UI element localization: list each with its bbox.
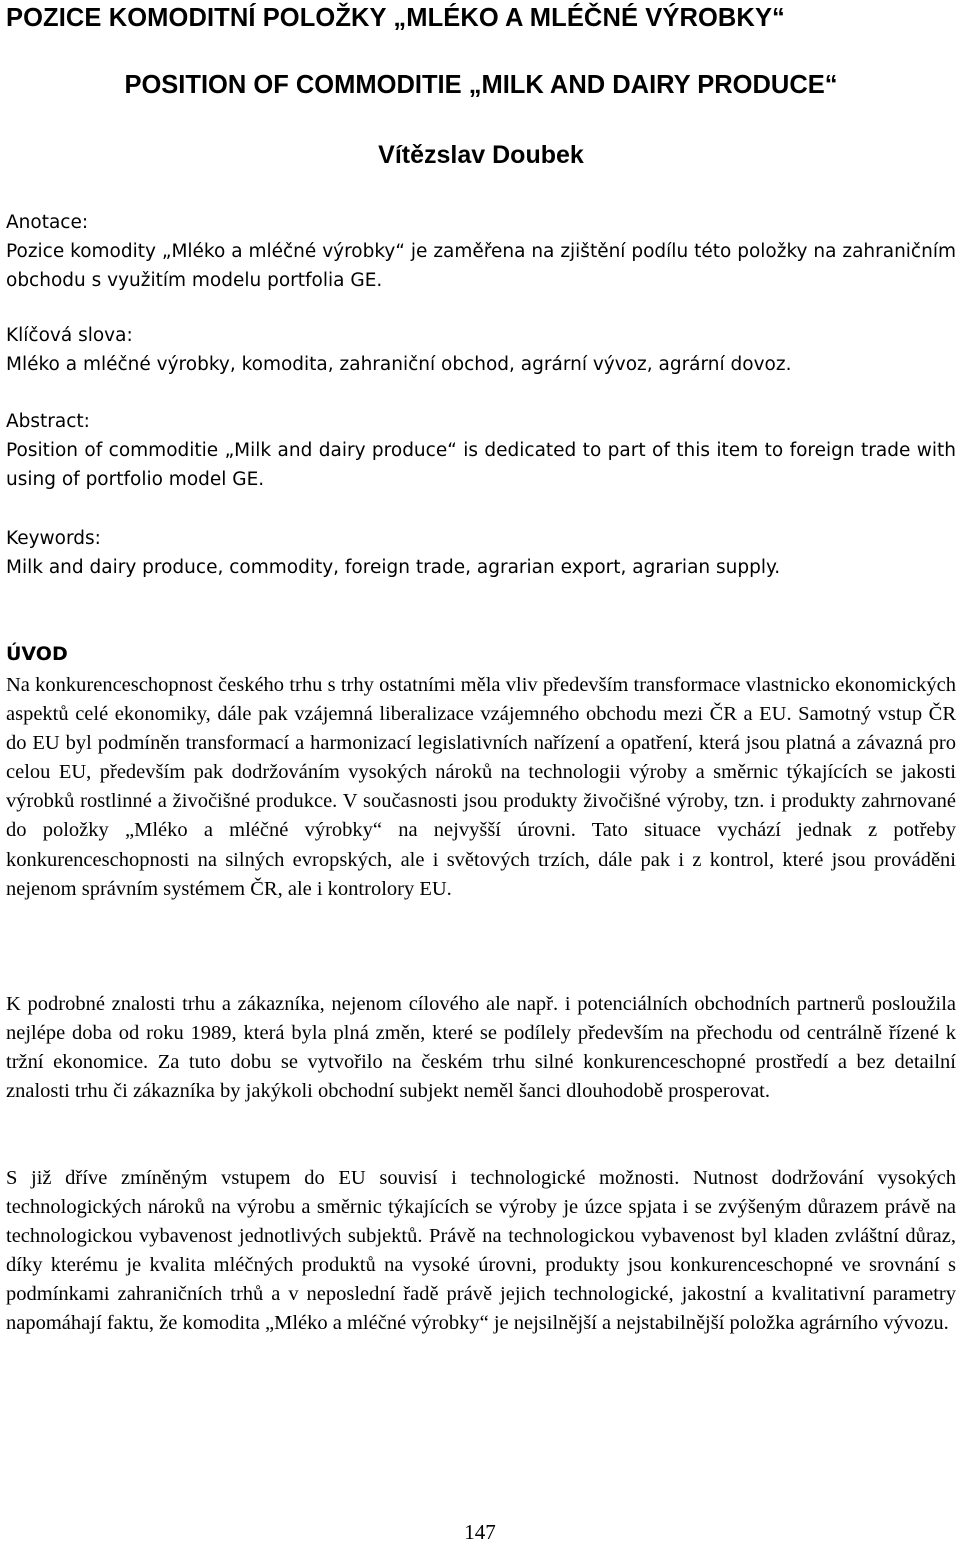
annotation-label: Anotace:: [6, 212, 89, 233]
introduction-heading: ÚVOD: [6, 643, 68, 665]
keywords-en-section: [6, 524, 956, 582]
introduction-paragraph-3: S již dříve zmíněným vstupem do EU souvisí i technologické možnosti. Nutnost dodržování vysokých technologických nároků na výrobu a směrnic týkajících se výroby je úzce spjata i se zvýšeným důrazem právě na technologickou vybavenost jednotlivých subjektů. Právě na technologickou vybavenost byl kladen zvláštní důraz, díky kterému je kvalita mléčných produktů na vysoké úrovni, produkty jsou konkurenceschopné ve srovnání s podmínkami zahraničních trhů a v neposlední řadě právě jejich technologické, jakostní a kvalitativní parametry napomáhají faktu, že komodita „Mléko a mléčné výrobky“ je nejsilnější a nejstabilnější položka agrárního vývozu.: [6, 1167, 956, 1335]
abstract-text: Position of commoditie „Milk and dairy produce“ is dedicated to part of this item to foreign trade with using of portfolio model GE.: [6, 440, 956, 490]
introduction-paragraph-1: Na konkurenceschopnost českého trhu s trhy ostatními měla vliv především transformace vlastnicko ekonomických aspektů celé ekonomiky, dále pak vzájemná liberalizace vzájemného obchodu mezi ČR a EU. Samotný vstup ČR do EU byl podmíněn transformací a harmonizací legislativních nařízení a opatření, která jsou platná a závazná pro celou EU, především pak dodržováním vysokých nároků na technologii výroby a směrnic týkajících se jakosti výrobků rostlinné a živočišné produkce. V současnosti jsou produkty živočišné výroby, tzn. i produkty zahrnované do položky „Mléko a mléčné výrobky“ na nejvyšší úrovni. Tato situace vychází jednak z potřeby konkurenceschopnosti na silných evropských, ale i světových trzích, dále pak i z kontrol, které jsou prováděni nejenom správním systémem ČR, ale i kontrolory EU.: [6, 674, 956, 900]
keywords-cz-label: Klíčová slova:: [6, 325, 133, 346]
keywords-cz-section: [6, 321, 956, 379]
author-name: Vítězslav Doubek: [378, 141, 584, 169]
annotation-section: [6, 208, 956, 295]
introduction-paragraph-2: K podrobné znalosti trhu a zákazníka, nejenom cílového ale např. i potenciálních obchodních partnerů posloužila nejlépe doba od roku 1989, která byla plná změn, které se podílely především na přechodu od centrálně řízené k tržní ekonomice. Za tuto dobu se vytvořilo na českém trhu silné konkurenceschopné prostředí a bez detailní znalosti trhu či zákazníka by jakýkoli obchodní subjekt neměl šanci dlouhodobě prosperovat.: [6, 993, 956, 1103]
abstract-label: Abstract:: [6, 411, 90, 432]
page-number: 147: [464, 1520, 496, 1544]
annotation-text: Pozice komodity „Mléko a mléčné výrobky“ je zaměřena na zjištění podílu této položky na zahraničním obchodu s využitím modelu portfolia GE.: [6, 241, 956, 291]
keywords-cz-text: Mléko a mléčné výrobky, komodita, zahraniční obchod, agrární vývoz, agrární dovoz.: [6, 354, 792, 375]
keywords-en-text: Milk and dairy produce, commodity, foreign trade, agrarian export, agrarian supply.: [6, 557, 781, 578]
title-english: POSITION OF COMMODITIE „MILK AND DAIRY PRODUCE“: [124, 71, 838, 99]
title-czech: POZICE KOMODITNÍ POLOŽKY „MLÉKO A MLÉČNÉ VÝROBKY“: [6, 4, 785, 32]
abstract-section: [6, 407, 956, 494]
keywords-en-label: Keywords:: [6, 528, 101, 549]
